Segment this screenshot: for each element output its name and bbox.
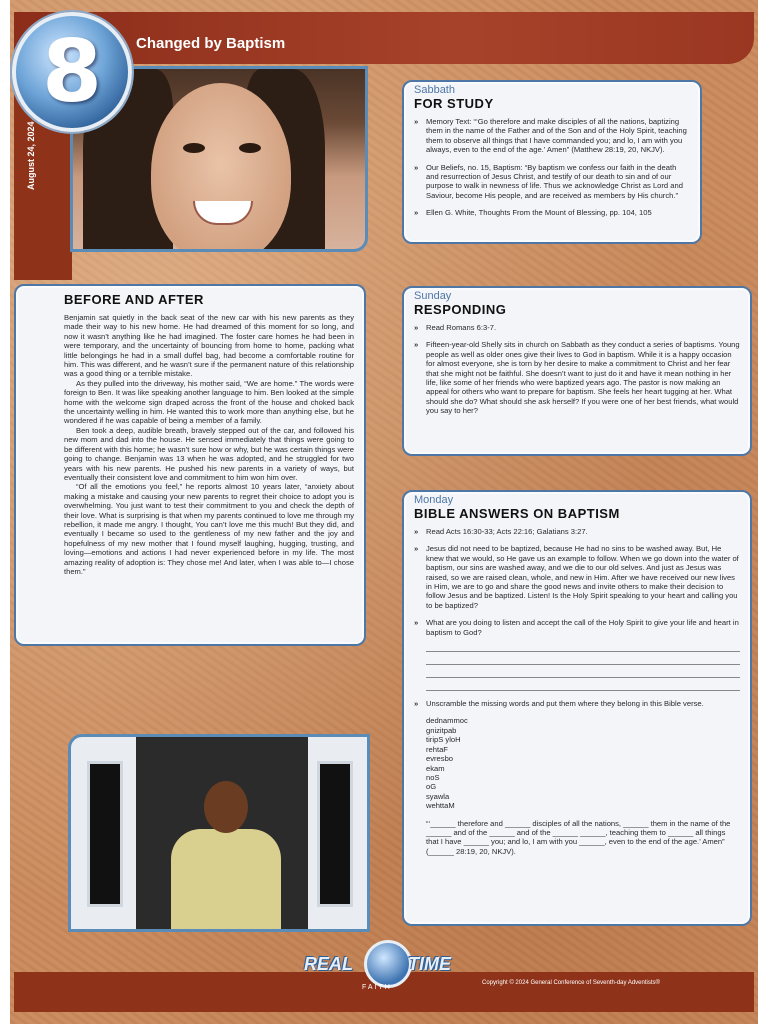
photo-eye-right [239, 143, 261, 153]
fill-in-verse-text: “‘______ therefore and ______ disciples of all the nations, ______ them in the name of the ______ and of the ______ and of the ______ ______, teaching them to ______ all things that I have ______ you; and lo, I am with you ______, even to the end of the age.’ Amen” (______ 28:19, 20, NKJV). [426, 818, 731, 856]
monday-item-text: Read Acts 16:30-33; Acts 22:16; Galatians 3:27. [426, 527, 588, 536]
power-icon [364, 940, 412, 988]
lesson-date: August 24, 2024 [26, 121, 36, 190]
answer-line[interactable] [426, 652, 740, 665]
page-title: Changed by Baptism [136, 35, 286, 52]
scrambled-word: noS [426, 772, 440, 782]
scrambled-word: evresbo [426, 754, 454, 764]
lesson-number: 8 [42, 22, 102, 122]
sunday-day-label: Sunday [414, 290, 452, 302]
sabbath-heading: FOR STUDY [414, 96, 494, 111]
copyright-text: Copyright © 2024 General Conference of Seventh-day Adventists® [482, 980, 660, 986]
sabbath-item-text: Memory Text: “‘Go therefore and make disciples of all the nations, baptizing them in the name of the Father and of the Son and of the Holy Spirit, teaching them to observe all things that I have commanded you; and lo, I am with you always, even to the end of the age.’ Amen” (Matthew 28:19, 20, NKJV). [426, 117, 687, 155]
sabbath-item-text: Our Beliefs, no. 15, Baptism: “By baptism we confess our faith in the death and resurrection of Jesus Christ, and testify of our death to sin and of our purpose to walk in newness of life. Thus we acknowledge Christ as Lord and Saviour, become His people, and are received as members by His church.” [426, 162, 683, 200]
page-margin-right [758, 0, 768, 1024]
real-time-faith-logo [304, 940, 468, 991]
story-paragraph: “Of all the emotions you feel,” he reports almost 10 years later, “anxiety about making a mistake and causing your new parents to regret their choice to adopt you is overwhelming. You just want to test their commitment to you and check the depth of their love. What is surprising is that when my parents continued to love me through my rebellion, it made me angry. I thought, You can’t love me this much! But they did, and eventually I became so used to the gentleness of my new father and the joy and hopefulness of my new mother that I found myself laughing, hugging, trusting, and loving—emotions and actions I had never experienced before in my life. The most amazing reality of adoption is: They chose me! And later, when I was able to—I chose them.” [64, 482, 354, 576]
monday-heading: BIBLE ANSWERS ON BAPTISM [414, 506, 620, 521]
monday-item-text: What are you doing to listen and accept the call of the Holy Spirit to give your life and heart in baptism to God? [426, 618, 739, 637]
monday-day-label: Monday [414, 494, 454, 506]
photo-door-panel-left [87, 761, 123, 907]
sabbath-item-text: Ellen G. White, Thoughts From the Mount of Blessing, pp. 104, 105 [426, 208, 652, 218]
photo-eye-left [183, 143, 205, 153]
scrambled-word: syawla [426, 791, 450, 801]
logo-word-left: REAL [304, 954, 353, 974]
sabbath-day-label: Sabbath [414, 84, 455, 96]
scrambled-word-list [414, 716, 740, 810]
scrambled-word: tiripS yloH [426, 735, 461, 745]
photo-boy-body [171, 829, 281, 932]
lesson-number-badge [12, 12, 132, 132]
monday-item: » What are you doing to listen and accept the call of the Holy Spirit to give your life and heart in baptism to God? [414, 618, 739, 637]
photo-door-panel-right [317, 761, 353, 907]
sabbath-item: » Ellen G. White, Thoughts From the Mount of Blessing, pp. 104, 105 [414, 208, 690, 217]
story-box [14, 284, 366, 646]
logo-word-right: TIME [408, 954, 451, 974]
story-heading: BEFORE AND AFTER [64, 292, 204, 307]
sunday-item-text: Read Romans 6:3-7. [426, 323, 497, 332]
sunday-box [402, 286, 752, 456]
fill-in-verse[interactable] [426, 819, 740, 857]
page-margin-left [0, 0, 10, 1024]
scrambled-word: dednammoc [426, 716, 468, 726]
monday-item: » Unscramble the missing words and put them where they belong in this Bible verse. [414, 699, 740, 708]
photo-boy-head [204, 781, 248, 833]
photo-smile [193, 201, 253, 225]
sunday-item: » Fifteen-year-old Shelly sits in church on Sabbath as they conduct a series of baptisms. Young people as well as older ones give their lives to God in baptism. While it is a happy occasion for almost everyone, she is torn by her desire to make a commitment to Christ and her fear that she might not be faithful. She doesn’t want to just do it and have it mean nothing in her life, like some of her friends who were baptized years ago. The pastor is now making an appeal for others who want to prepare for baptism. She feels her heart tugging at her. What should she do? What should she ask herself? If you were one of her best friends, what would you say to her? [414, 340, 740, 416]
boy-photo [68, 734, 370, 932]
sunday-heading: RESPONDING [414, 302, 507, 317]
scrambled-word: wehttaM [426, 801, 455, 811]
monday-item: » Read Acts 16:30-33; Acts 22:16; Galatians 3:27. [414, 527, 740, 536]
sunday-item-text: Fifteen-year-old Shelly sits in church on Sabbath as they conduct a series of baptisms. Young people as well as older ones give their lives to God in baptism. While it is a happy occasion for almost everyone, she is torn by her desire to make a commitment to Christ and her fear that she might not be faithful. She doesn’t want to just do it and have it mean nothing in her life, like some of her friends who were baptized years ago. The pastor is now making an appeal for others who want to prepare for baptism. She feels her heart tugging at her. What should she do? What should she ask herself? If you were one of her best friends, what would you say to her? [426, 340, 740, 416]
sabbath-item: » Our Beliefs, no. 15, Baptism: “By baptism we confess our faith in the death and resurrection of Jesus Christ, and testify of our death to sin and of our purpose to walk in newness of life. Thus we acknowledge Christ as Lord and Saviour, become His people, and are received as members by His church.” [414, 163, 690, 201]
monday-box [402, 490, 752, 926]
answer-line[interactable] [426, 678, 740, 691]
scrambled-word: oG [426, 782, 437, 792]
sabbath-item: » Memory Text: “‘Go therefore and make disciples of all the nations, baptizing them in the name of the Father and of the Son and of the Holy Spirit, teaching them to observe all things that I have commanded you; and lo, I am with you always, even to the end of the age.’ Amen” (Matthew 28:19, 20, NKJV). [414, 117, 690, 155]
scrambled-word: rehtaF [426, 744, 448, 754]
scrambled-word: ekam [426, 763, 445, 773]
monday-item: » Jesus did not need to be baptized, because He had no sins to be washed away. But, He knew that we would, so He gave us an example to follow. When we go down into the water of baptism, our sins are washed away, and we die to our old selves. And just as Jesus was raised, so we are raised clean, whole, and new in Him. After we have received our new lives in Him, we are to go and share the good news and invite others to make their decision to follow Jesus and be baptized. Listen! Is the Holy Spirit speaking to your heart and calling you to be baptized? [414, 544, 739, 610]
monday-item-text: Jesus did not need to be baptized, because He had no sins to be washed away. But, He knew that we would, so He gave us an example to follow. When we go down into the water of baptism, our sins are washed away, and we die to our old selves. And just as Jesus was raised, so we are raised clean, whole, and new in Him. After we have received our new lives in Him, we are to go and share the good news and invite others to make their decision to follow Jesus and be baptized. Listen! Is the Holy Spirit speaking to your heart and calling you to be baptized? [426, 544, 739, 610]
story-text [64, 313, 354, 576]
scrambled-word: gnizitpab [426, 725, 457, 735]
answer-line[interactable] [426, 665, 740, 678]
sabbath-box [402, 80, 702, 244]
monday-item-text: Unscramble the missing words and put them where they belong in this Bible verse. [426, 699, 704, 709]
story-paragraph: Benjamin sat quietly in the back seat of the new car with his new parents as they made their way to his new home. He had dreamed of this moment for so long, and now it wasn’t anything like he had imagined. The foster care homes he had been in were temporary, and the uncertainty of bouncing from home to home, packing what little belongings he had in a small duffel bag, had become a comfortable routine for him. This was different, and he wasn’t sure if the permanent nature of this relationship was a good thing or a terrible mistake. [64, 313, 354, 379]
photo-face [151, 83, 291, 252]
logo-subtitle: FAITH [362, 984, 392, 991]
story-paragraph: As they pulled into the driveway, his mother said, “We are home.” The words were foreign to Ben. It was like speaking another language to him. Ben looked at the simple home with the welcome sign draped across the front of the house and choked back the uncertainty welling in him. He wanted this to work more than anything else, but he wondered if he was capable of being a member of a family. [64, 378, 354, 426]
story-paragraph: Ben took a deep, audible breath, bravely stepped out of the car, and followed his new mom and dad into the house. He sensed immediately that things were going to be different with this home; he wasn’t sure how or why, but he was certain things were going to change. Benjamin was 13 when he was adopted, and he struggled for two years with his new parents. He pushed his new parents in a variety of ways, but eventually their consistent love and commitment to him won him over. [64, 425, 354, 482]
sunday-item: » Read Romans 6:3-7. [414, 323, 740, 332]
answer-line[interactable] [426, 639, 740, 652]
